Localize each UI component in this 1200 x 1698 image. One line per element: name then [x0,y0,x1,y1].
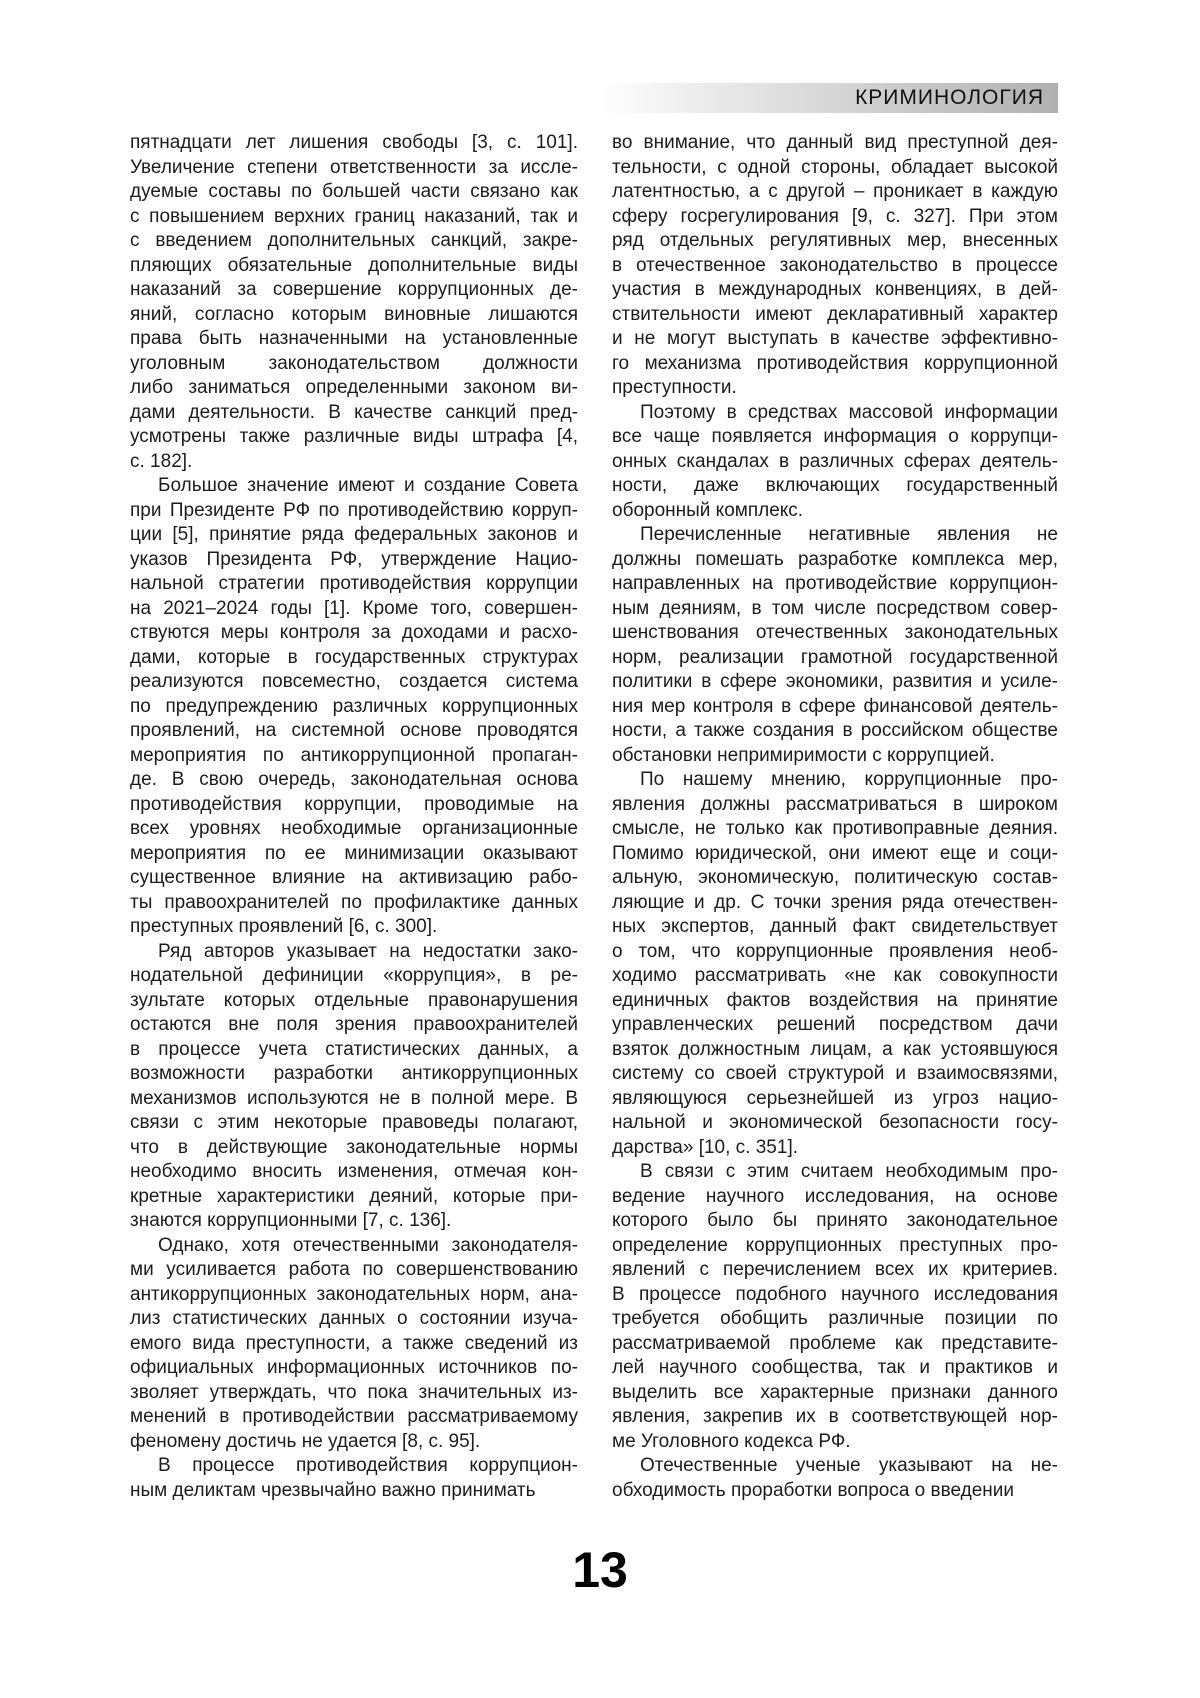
paragraph [612,768,1058,1160]
text-line: во внимание, что данный вид преступной дея- [612,132,1058,153]
paragraph [612,1160,1058,1454]
page-number: 13 [572,1542,628,1598]
text-line: ния мер контроля в сфере финансовой деятель- [612,695,1058,717]
text-line: онных скандалах в различных сферах деятель- [612,450,1058,472]
text-line: Ряд авторов указывает на недостатки зако- [158,940,578,962]
text-line: мероприятия по ее минимизации оказывают [130,842,578,864]
text-line: права быть назначенными на установленные [130,328,578,349]
text-line: сферу госрегулирования [9, с. 327]. При этом [612,205,1058,227]
paragraph [612,1454,1058,1503]
text-line: преступных проявлений [6, с. 300]. [130,916,438,937]
text-line: пляющих обязательные дополнительные виды [130,254,578,276]
text-line: В связи с этим считаем необходимым про- [640,1161,1058,1182]
text-line: пятнадцати лет лишения свободы [3, с. 101]. [130,132,578,153]
text-line: с введением дополнительных санкций, закре- [130,230,578,251]
text-line: усмотрены также различные виды штрафа [4, [130,426,578,447]
text-line: шенствования отечественных законодательных [612,622,1058,643]
text-line: ведение научного исследования, на основе [612,1185,1058,1207]
text-line: политики в сфере экономики, развития и усиле- [612,671,1058,692]
text-line: лей научного сообщества, так и практиков и [612,1357,1058,1378]
text-line: ляющие и др. С точки зрения ряда отечествен- [612,891,1058,913]
text-line: должны помешать разработке комплекса мер, [612,548,1058,570]
text-line: норм, реализации грамотной государственной [612,646,1058,668]
text-line: управленческих решений посредством дачи [612,1014,1058,1035]
text-line: с повышением верхних границ наказаний, так и [130,205,578,227]
text-line: требуется обобщить различные позиции по [612,1308,1058,1329]
text-line: дами, которые в государственных структурах [130,646,578,668]
text-line: наказаний за совершение коррупционных де- [130,279,578,300]
paragraph [130,940,578,1234]
text-line: указов Президента РФ, утверждение Нацио- [130,548,578,570]
text-line: возможности разработки антикоррупционных [130,1063,578,1084]
text-line: В процессе подобного научного исследования [612,1283,1058,1305]
text-line: связи с этим некоторые правоведы полагают, [130,1112,578,1133]
text-line: при Президенте РФ по противодействию корруп- [130,499,578,521]
text-line: кретные характеристики деяний, которые при- [130,1185,578,1207]
paragraph [130,1454,578,1503]
text-line: преступности. [612,377,737,398]
text-line: что в действующие законодательные нормы [130,1136,578,1158]
text-line: которого было бы принято законодательное [612,1210,1058,1231]
text-line: участия в международных конвенциях, в дей- [612,279,1058,300]
text-line: всех уровнях необходимые организационные [130,818,578,839]
text-line: дуемые составы по большей части связано как [130,181,578,202]
text-line: механизмов используются не в полной мере. В [130,1087,578,1109]
text-line: остаются вне поля зрения правоохранителей [130,1014,578,1035]
text-line: ным деяниям, в том числе посредством совер- [612,597,1058,619]
text-line: оборонный комплекс. [612,499,804,521]
text-line: альную, экономическую, политическую состав- [612,867,1058,888]
text-line: явления, закрепив их в соответствующей нор- [612,1406,1058,1427]
text-line: ходимо рассматривать «не как совокупности [612,965,1058,986]
text-line: емого вида преступности, а также сведений из [130,1332,578,1354]
text-line: смысле, не только как противоправные деяния. [612,818,1058,839]
text-line: менений в противодействии рассматриваемому [130,1406,578,1427]
text-line: ности, даже включающих государственный [612,475,1058,496]
section-title: КРИМИНОЛОГИЯ [855,86,1044,109]
text-line: определение коррупционных преступных про- [612,1234,1058,1256]
text-line: го механизма противодействия коррупционной [612,352,1058,374]
text-line: нальной стратегии противодействия коррупции [130,573,578,594]
text-line: ты правоохранителей по профилактике данных [130,891,578,913]
text-line: ции [5], принятие ряда федеральных законов и [130,524,578,545]
text-line: зультате которых отдельные правонарушения [130,989,578,1011]
text-line: ных экспертов, данный факт свидетельствует [612,916,1058,937]
text-line: Отечественные ученые указывают на не- [640,1455,1058,1476]
text-line: Однако, хотя отечественными законодателя- [158,1234,578,1256]
paragraph [612,401,1058,524]
text-line: лиз статистических данных о состоянии изуча- [130,1308,578,1329]
text-line: нальной и экономической безопасности госу- [612,1112,1058,1133]
text-line: ряд отдельных регулятивных мер, внесенных [612,230,1058,251]
text-line: рассматриваемой проблеме как представите- [612,1332,1058,1354]
text-line: о том, что коррупционные проявления необ- [612,940,1058,962]
right-text-column [612,131,1058,1503]
text-line: Увеличение степени ответственности за иссле- [130,156,578,178]
text-line: ствительности имеют декларативный характер [612,303,1058,325]
text-line: необходимо вносить изменения, отмечая кон- [130,1161,578,1182]
text-line: с. 182]. [130,450,193,472]
text-line: систему со своей структурой и взаимосвязями, [612,1063,1058,1084]
text-line: явлений с перечислением всех их критериев. [612,1259,1058,1280]
paragraph [612,523,1058,768]
text-line: реализуются повсеместно, создается система [130,671,578,692]
text-line: противодействия коррупции, проводимые на [130,793,578,815]
paragraph [130,474,578,940]
text-line: официальных информационных источников по- [130,1357,578,1378]
text-line: выделить все характерные признаки данного [612,1381,1058,1403]
section-header-bar [600,83,1058,113]
text-line: являющуюся серьезнейшей из угроз нацио- [612,1087,1058,1109]
text-line: в отечественное законодательство в процессе [612,254,1058,276]
paragraph [130,1234,578,1455]
text-line: ствуются меры контроля за доходами и расхо- [130,622,578,643]
text-line: знаются коррупционными [7, с. 136]. [130,1210,452,1231]
paragraph [130,131,578,474]
left-text-column [130,131,578,1503]
text-line: мероприятия по антикоррупционной пропаган- [130,744,578,766]
text-line: В процессе противодействия коррупцион- [158,1455,578,1476]
text-line: по предупреждению различных коррупционных [130,695,578,717]
text-line: По нашему мнению, коррупционные про- [640,769,1058,790]
text-line: дарства» [10, с. 351]. [612,1136,799,1158]
text-line: латентностью, а с другой – проникает в каждую [612,181,1058,202]
text-line: явления должны рассматриваться в широком [612,793,1058,815]
text-line: нодательной дефиниции «коррупция», в ре- [130,965,578,986]
text-line: ным деликтам чрезвычайно важно принимать [130,1479,536,1501]
text-line: ности, а также создания в российском обществе [612,720,1058,741]
paragraph [612,131,1058,401]
text-line: ми усиливается работа по совершенствованию [130,1259,578,1280]
text-line: обходимость проработки вопроса о введении [612,1479,1015,1501]
text-line: проявлений, на системной основе проводятся [130,720,578,741]
text-line: тельности, с одной стороны, обладает высокой [612,156,1058,178]
text-line: либо заниматься определенными законом ви- [130,377,578,398]
text-line: Поэтому в средствах массовой информации [640,401,1058,423]
text-line: уголовным законодательством должности [130,352,578,374]
text-line: существенное влияние на активизацию рабо- [130,867,578,888]
text-line: Перечисленные негативные явления не [640,524,1058,545]
text-line: взяток должностным лицам, а как устоявшуюся [612,1038,1058,1060]
text-line: в процессе учета статистических данных, а [130,1038,578,1060]
text-line: на 2021–2024 годы [1]. Кроме того, совершен- [130,597,578,619]
text-line: все чаще появляется информация о коррупци- [612,426,1058,447]
text-line: Помимо юридической, они имеют еще и соци- [612,842,1058,864]
text-line: единичных фактов воздействия на принятие [612,989,1058,1011]
text-line: направленных на противодействие коррупцион- [612,573,1058,594]
text-line: де. В свою очередь, законодательная основа [130,769,578,790]
text-line: ме Уголовного кодекса РФ. [612,1430,851,1452]
text-line: и не могут выступать в качестве эффективно- [612,328,1058,349]
text-line: феномену достичь не удается [8, с. 95]. [130,1430,481,1452]
text-line: Большое значение имеют и создание Совета [158,475,578,496]
text-line: дами деятельности. В качестве санкций пред- [130,401,578,423]
text-line: антикоррупционных законодательных норм, ана- [130,1283,578,1305]
text-line: зволяет утверждать, что пока значительных из- [130,1381,578,1403]
text-line: яний, согласно которым виновные лишаются [130,303,578,325]
text-line: обстановки непримиримости с коррупцией. [612,744,995,766]
